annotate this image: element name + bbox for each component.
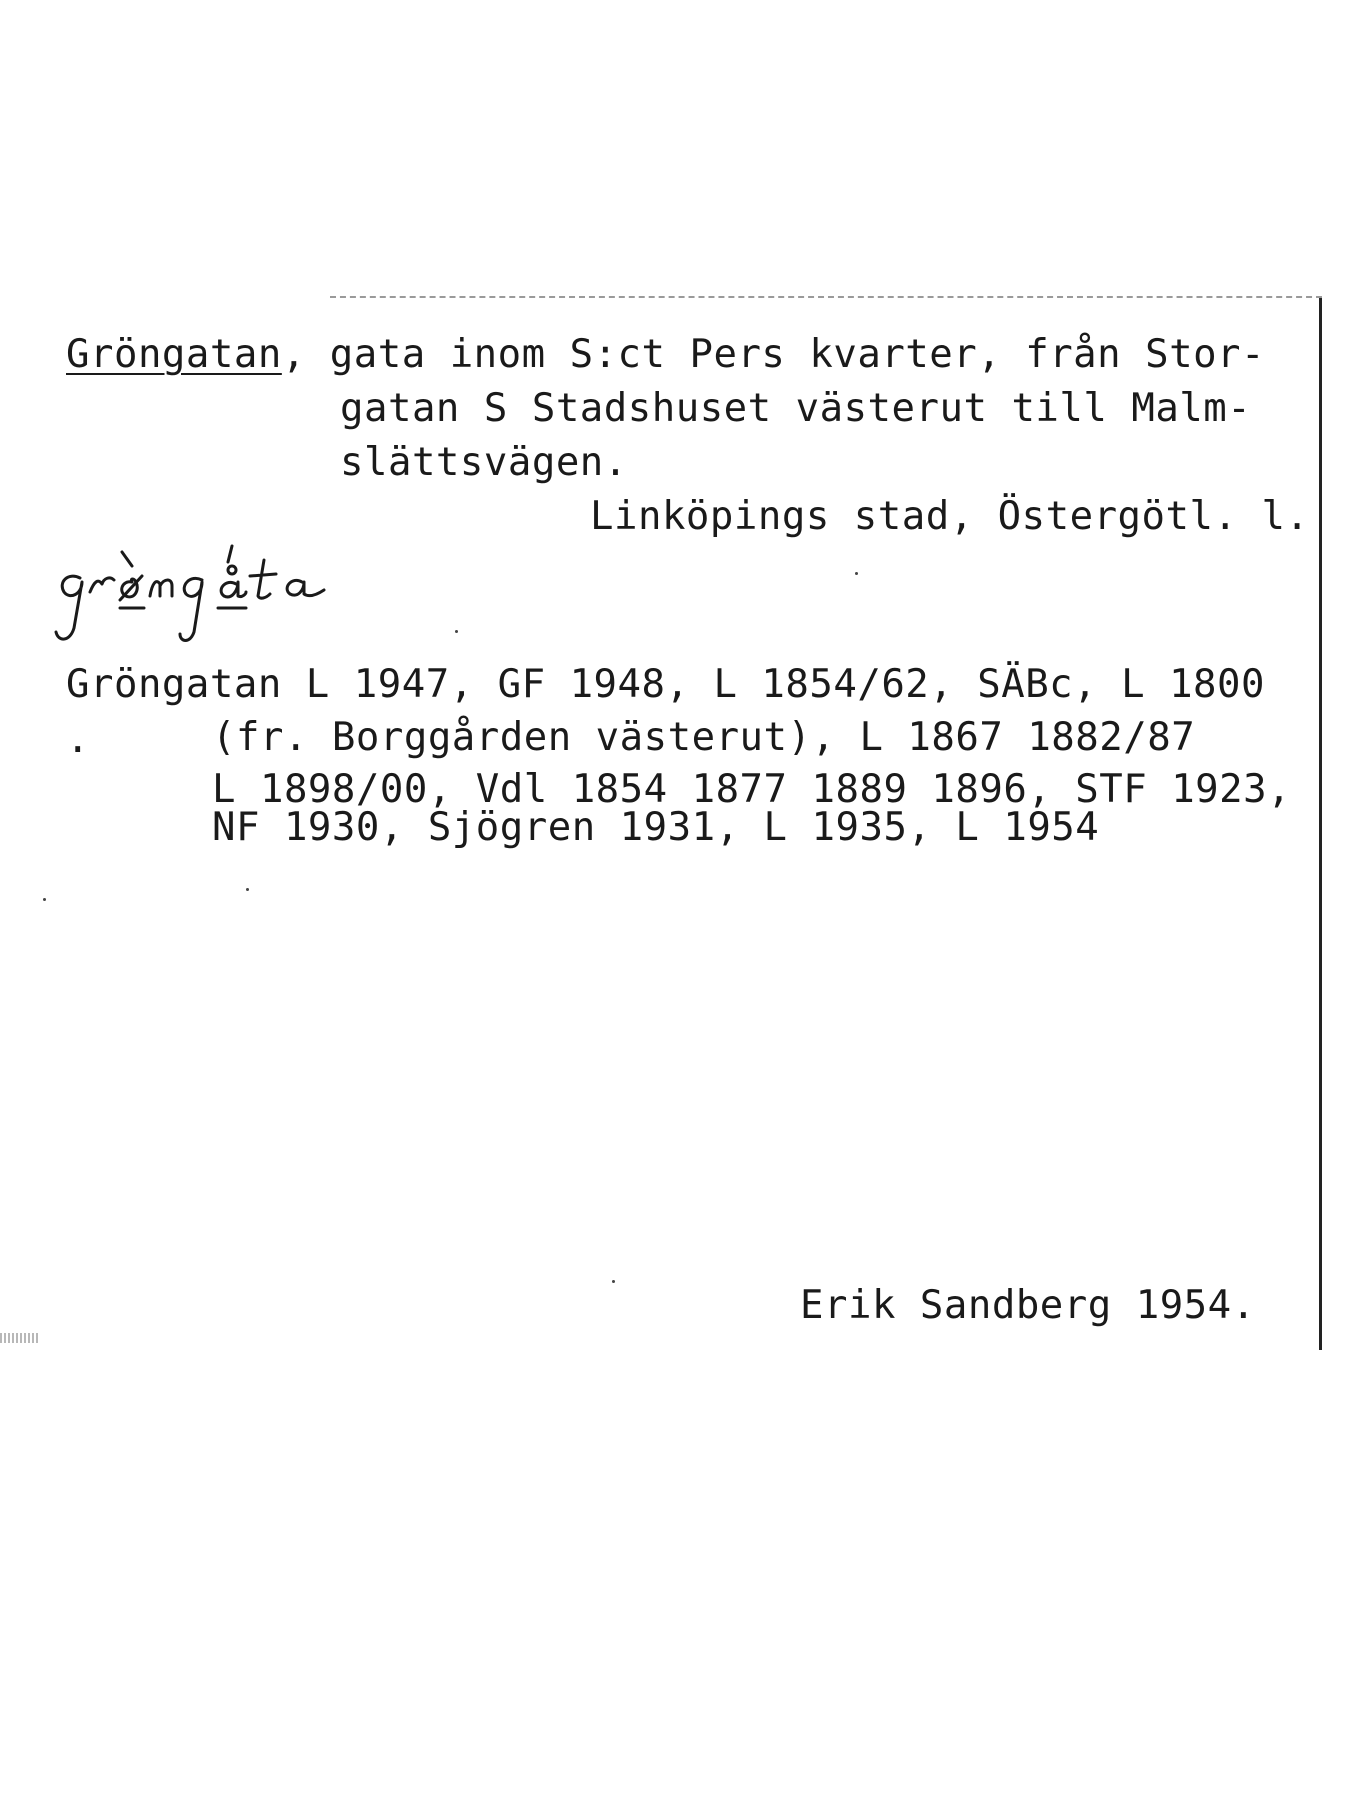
- scan-speck: [455, 630, 458, 633]
- scan-speck: [43, 898, 46, 901]
- definition-line-2: gatan S Stadshuset västerut till Malm-: [340, 386, 1252, 431]
- card-right-edge: [1319, 298, 1322, 1350]
- card-top-edge: [330, 296, 1322, 298]
- sources-line-2: (fr. Borggården västerut), L 1867 1882/87: [212, 715, 1196, 760]
- signature: Erik Sandberg 1954.: [800, 1283, 1256, 1328]
- place-line: Linköpings stad, Östergötl. l.: [590, 494, 1310, 539]
- definition-line-3: slättsvägen.: [340, 440, 628, 485]
- sources-line-4: NF 1930, Sjögren 1931, L 1935, L 1954: [212, 805, 1100, 850]
- scan-edge-mark: [0, 1333, 40, 1343]
- sources-bullet: .: [66, 717, 90, 762]
- sources-line-1: Gröngatan L 1947, GF 1948, L 1854/62, SÄBc, L 1800: [66, 662, 1265, 707]
- headword: Gröngatan: [66, 332, 282, 377]
- sources-line-3: L 1898/00, Vdl 1854 1877 1889 1896, STF 1923,: [212, 767, 1292, 812]
- scan-speck: [246, 888, 249, 891]
- definition-line-1: [66, 332, 1266, 377]
- definition-line-1-rest: , gata inom S:ct Pers kvarter, från Stor-: [281, 332, 1266, 377]
- scan-speck: [855, 572, 858, 575]
- handwritten-pronunciation: [40, 520, 460, 650]
- scan-speck: [612, 1280, 615, 1283]
